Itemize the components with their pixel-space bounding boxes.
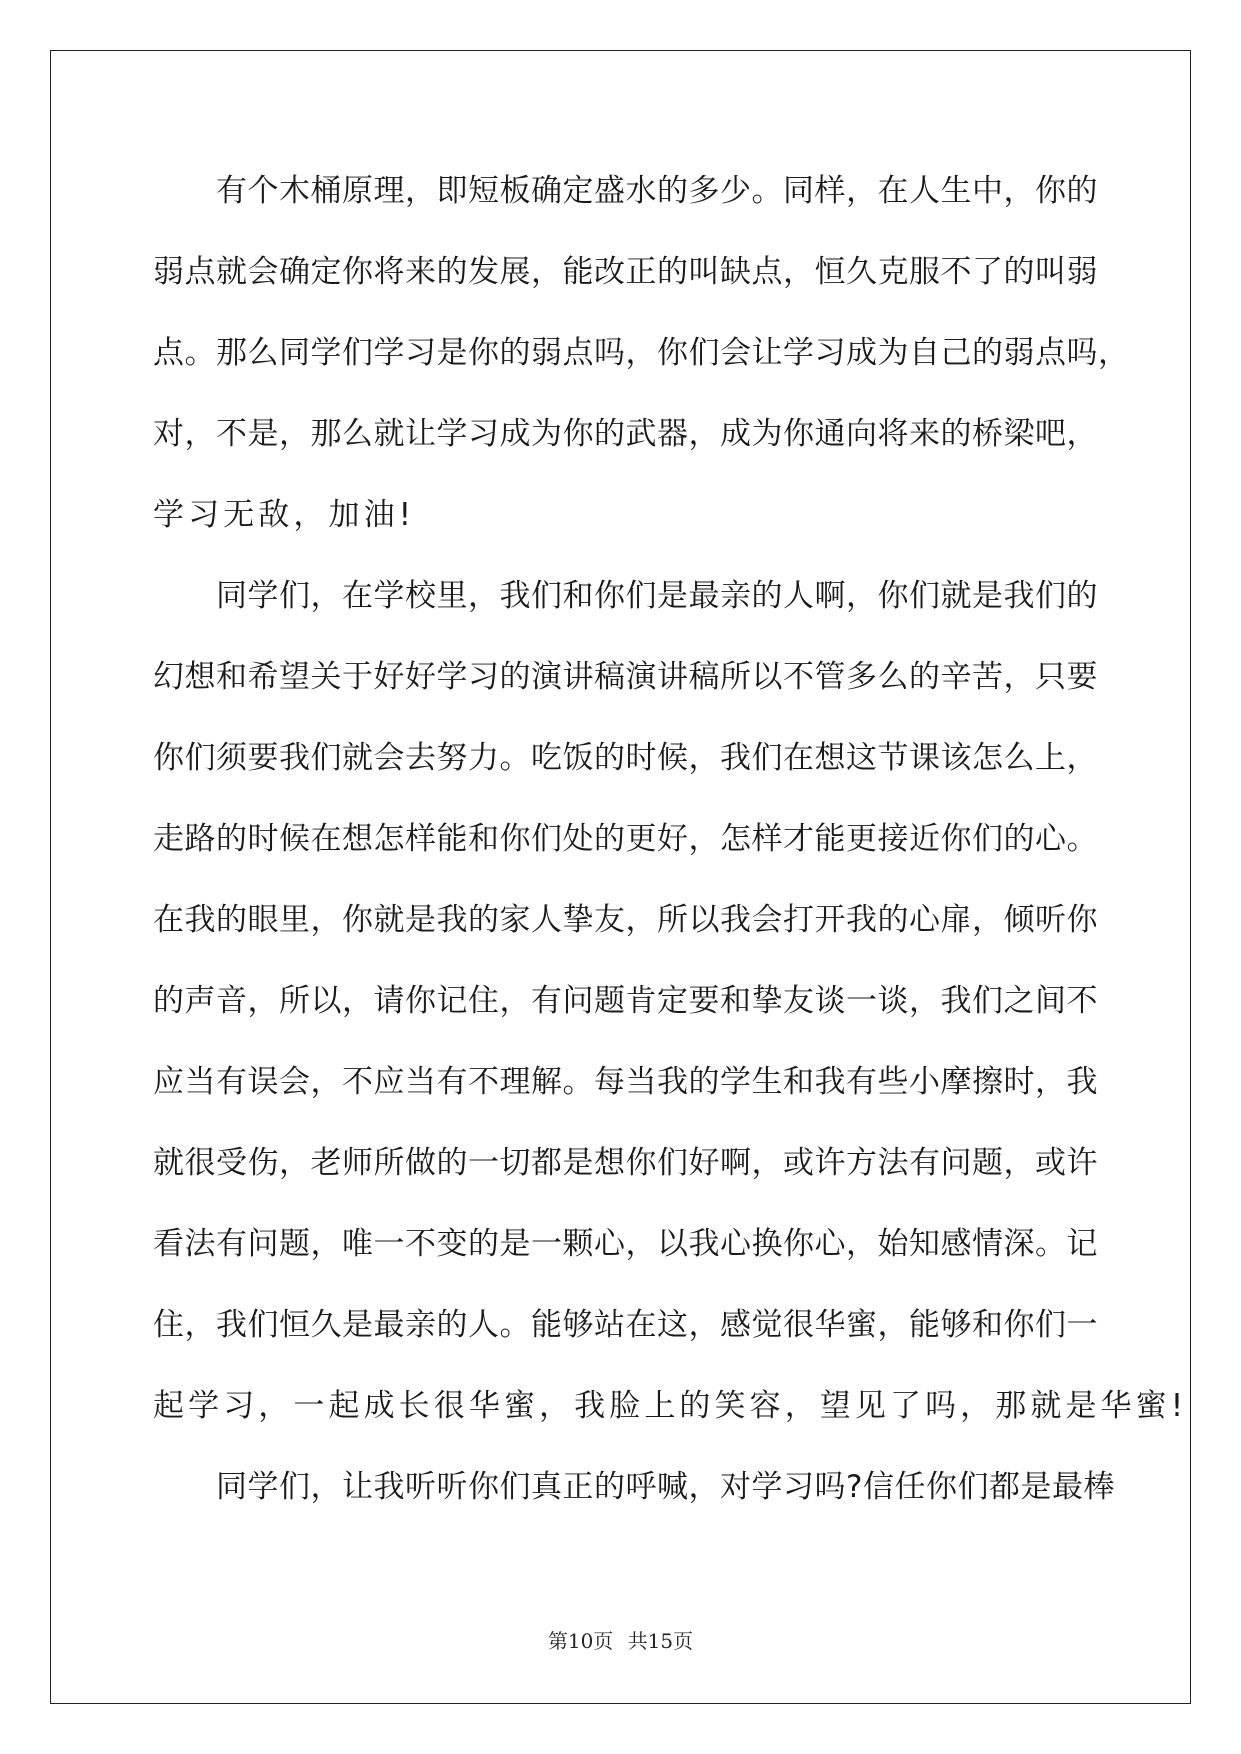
text-line: 应 当 有 误 会 ， 不 应 当 有 不 理 解 。 每 当 我 的 学 生 和 我 有 些 小 摩 擦 时 ， 我 — [153, 1064, 1098, 1100]
text-line: 对 ， 不 是 ， 那 么 就 让 学 习 成 为 你 的 武 器 ， 成 为 你 通 向 将 来 的 桥 梁 吧 ， — [153, 416, 1098, 452]
page-number: 第10页 — [547, 1629, 614, 1653]
text-line: 就 很 受 伤 ， 老 师 所 做 的 一 切 都 是 想 你 们 好 啊 ， 或 许 方 法 有 问 题 ， 或 许 — [153, 1145, 1098, 1181]
page-footer — [0, 1625, 1241, 1654]
text-line: 有 个 木 桶 原 理 ， 即 短 板 确 定 盛 水 的 多 少 。 同 样 ， 在 人 生 中 ， 你 的 — [216, 173, 1098, 209]
page-total: 共15页 — [627, 1629, 694, 1653]
text-line: 的 声 音 ， 所 以 ， 请 你 记 住 ， 有 问 题 肯 定 要 和 挚 友 谈 一 谈 ， 我 们 之 间 不 — [153, 983, 1098, 1019]
text-line: 看 法 有 问 题 ， 唯 一 不 变 的 是 一 颗 心 ， 以 我 心 换 你 心 ， 始 知 感 情 深 。 记 — [153, 1226, 1098, 1262]
text-line: 住 ， 我 们 恒 久 是 最 亲 的 人 。 能 够 站 在 这 ， 感 觉 很 华 蜜 ， 能 够 和 你 们 一 — [153, 1307, 1098, 1343]
text-line: 走 路 的 时 候 在 想 怎 样 能 和 你 们 处 的 更 好 ， 怎 样 才 能 更 接 近 你 们 的 心 。 — [153, 821, 1098, 857]
text-line: 起 学 习 ， 一 起 成 长 很 华 蜜 ， 我 脸 上 的 笑 容 ， 望 见 了 吗 ， 那 就 是 华 蜜 ! — [153, 1388, 1184, 1424]
text-line: 同 学 们 ， 让 我 听 听 你 们 真 正 的 呼 喊 ， 对 学 习 吗 ? 信 任 你 们 都 是 最 棒 — [216, 1469, 1115, 1505]
document-body — [153, 160, 1184, 1537]
text-line: 幻 想 和 希 望 关 于 好 好 学 习 的 演 讲 稿 演 讲 稿 所 以 不 管 多 么 的 辛 苦 ， 只 要 — [153, 659, 1098, 695]
text-line: 弱 点 就 会 确 定 你 将 来 的 发 展 ， 能 改 正 的 叫 缺 点 ， 恒 久 克 服 不 了 的 叫 弱 — [153, 254, 1098, 290]
text-line: 在 我 的 眼 里 ， 你 就 是 我 的 家 人 挚 友 ， 所 以 我 会 打 开 我 的 心 扉 ， 倾 听 你 — [153, 902, 1098, 938]
text-line: 学 习 无 敌 ， 加 油 ! — [153, 497, 412, 533]
text-line: 你 们 须 要 我 们 就 会 去 努 力 。 吃 饭 的 时 候 ， 我 们 在 想 这 节 课 该 怎 么 上 ， — [153, 740, 1098, 776]
text-line: 点 。 那 么 同 学 们 学 习 是 你 的 弱 点 吗 ， 你 们 会 让 学 习 成 为 自 己 的 弱 点 吗 ， — [153, 335, 1130, 371]
text-line: 同 学 们 ， 在 学 校 里 ， 我 们 和 你 们 是 最 亲 的 人 啊 ， 你 们 就 是 我 们 的 — [216, 578, 1098, 614]
